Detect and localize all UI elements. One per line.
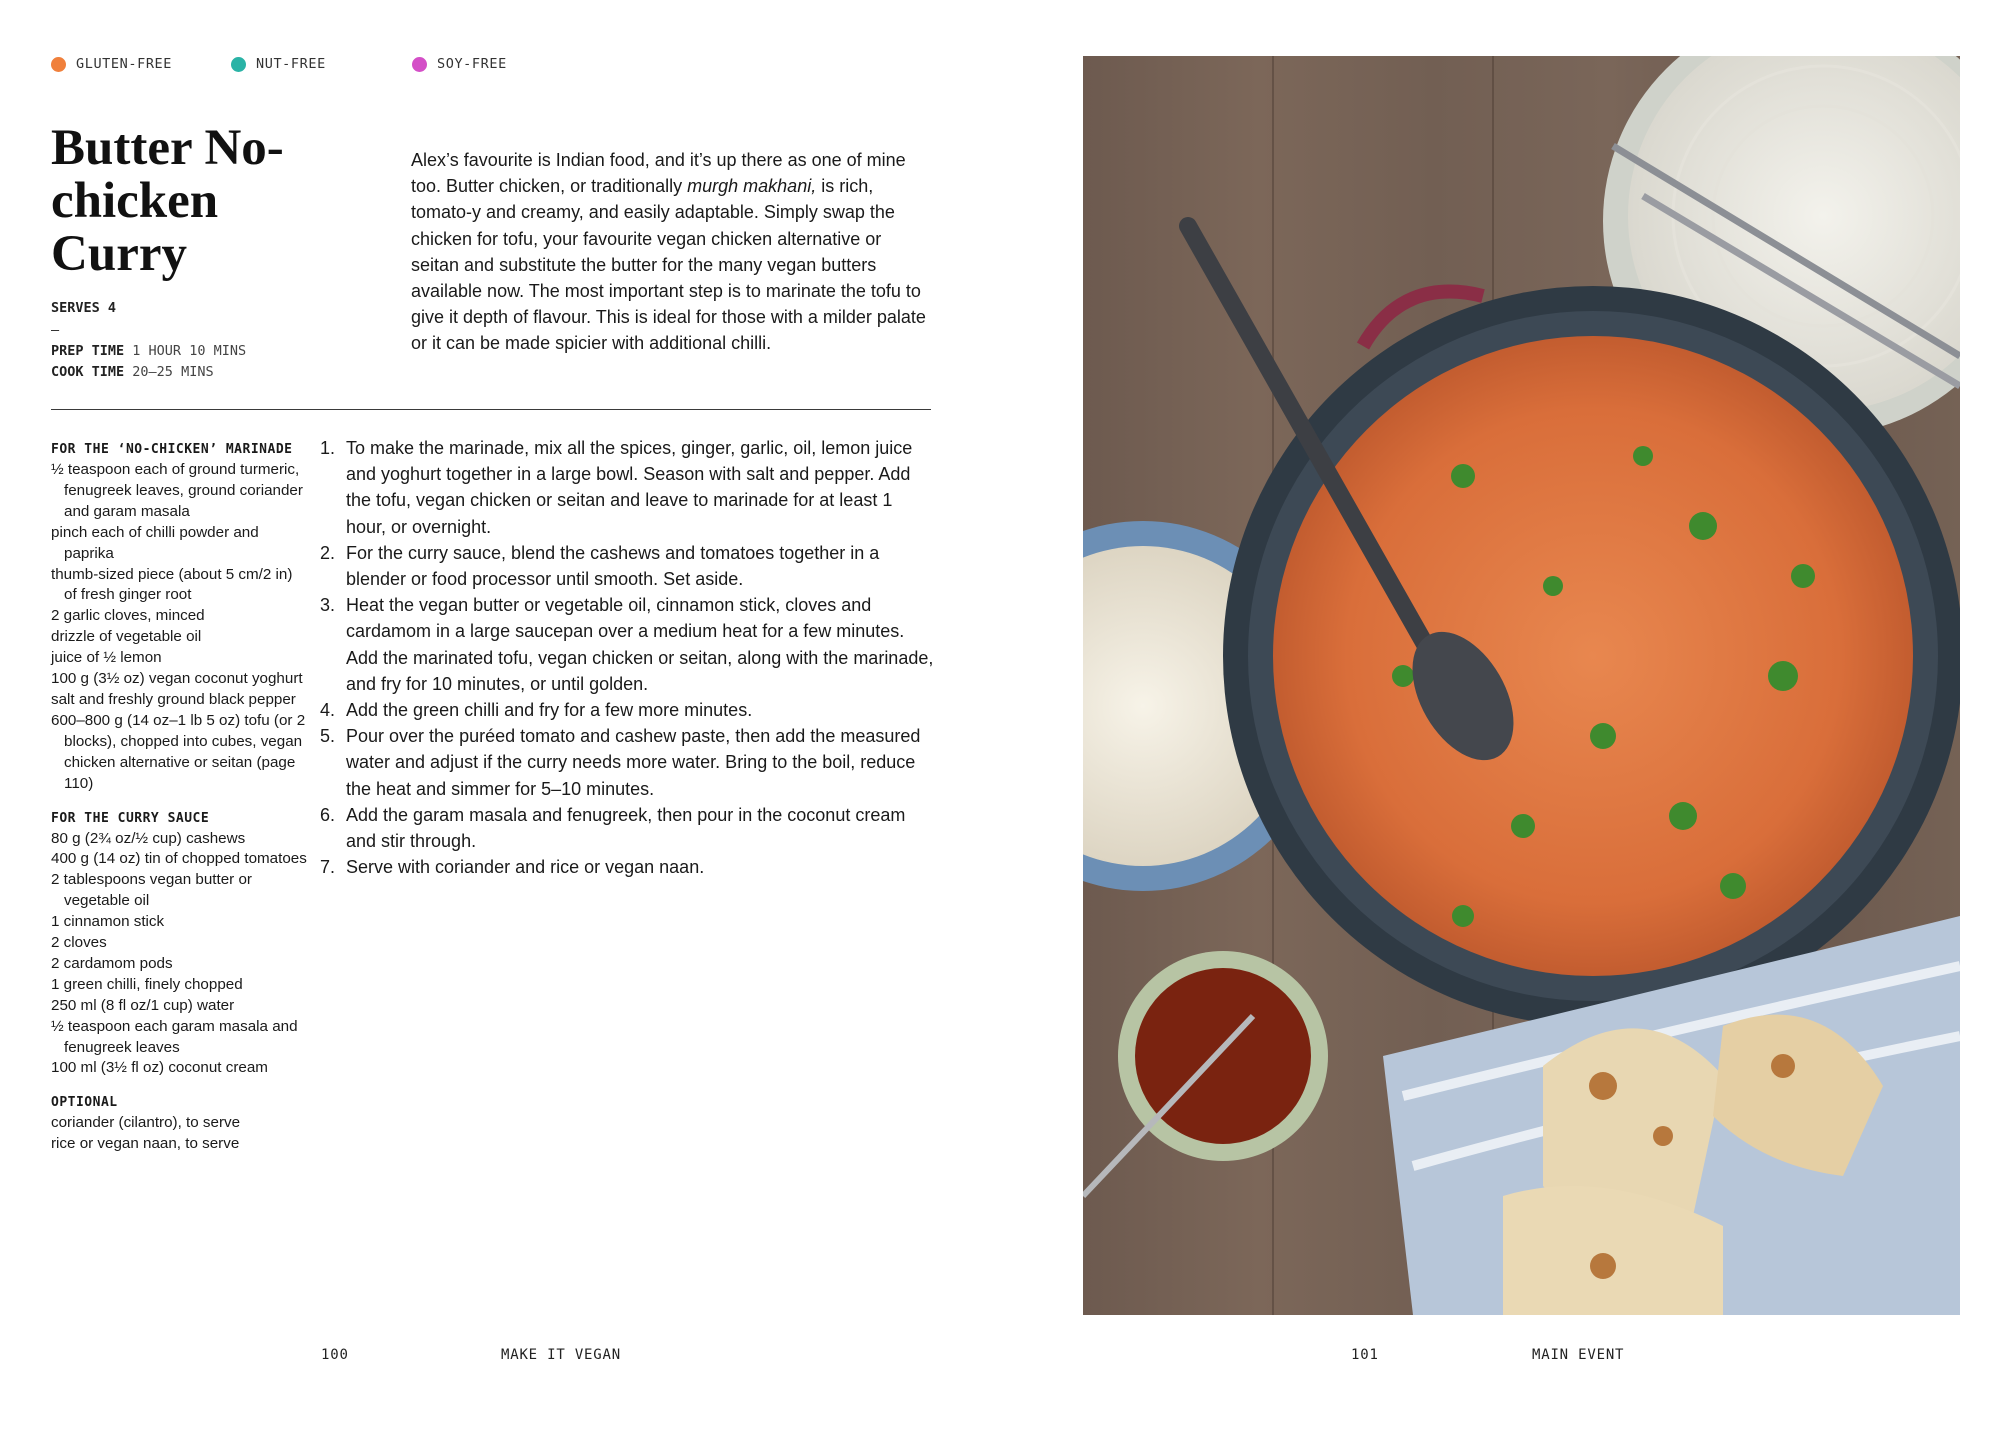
method-step — [320, 697, 935, 723]
step-text: For the curry sauce, blend the cashews and tomatoes together in a blender or food processor until smooth. Set aside. — [346, 542, 880, 590]
tag-label: GLUTEN-FREE — [76, 56, 173, 72]
sauce-ingredient: 400 g (14 oz) tin of chopped tomatoes — [51, 850, 307, 868]
page-number-right: 101 — [1351, 1347, 1379, 1363]
sauce-ingredient: 2 cardamom pods — [51, 954, 173, 972]
soy-free-dot-icon — [412, 57, 427, 72]
section-divider — [51, 409, 931, 410]
tag-label: SOY-FREE — [437, 56, 507, 72]
method-step — [320, 592, 935, 697]
sauce-ingredient: ½ teaspoon each garam masala and fenugreek leaves — [51, 1017, 298, 1056]
recipe-intro — [411, 147, 931, 357]
marinade-ingredient: drizzle of vegetable oil — [51, 628, 202, 646]
marinade-ingredient: salt and freshly ground black pepper — [51, 690, 296, 708]
food-photo — [1083, 56, 1960, 1315]
marinade-ingredient: thumb-sized piece (about 5 cm/2 in) of fresh ginger root — [51, 565, 293, 604]
optional-ingredient: coriander (cilantro), to serve — [51, 1114, 241, 1132]
meta-divider: – — [51, 322, 60, 338]
method-step — [320, 854, 935, 880]
intro-text: Alex’s favourite is Indian food, and it’s up there as one of mine too. Butter chicken, or traditionally — [411, 150, 906, 197]
step-number: 2. — [320, 542, 336, 563]
method-step — [320, 435, 935, 540]
nut-free-dot-icon — [231, 57, 246, 72]
step-number: 6. — [320, 804, 336, 825]
recipe-meta — [51, 298, 246, 383]
running-head-left: MAKE IT VEGAN — [501, 1347, 621, 1363]
step-number: 1. — [320, 438, 336, 458]
serves-value: 4 — [107, 300, 117, 316]
cook-label: COOK TIME — [51, 364, 125, 380]
step-number: 4. — [320, 700, 336, 721]
serves-row — [51, 298, 246, 319]
running-head-right: MAIN EVENT — [1532, 1347, 1625, 1363]
method-step — [320, 723, 935, 802]
ingredients-list — [51, 440, 309, 1155]
tag-nut-free — [231, 56, 326, 72]
cook-value: 20–25 MINS — [132, 364, 214, 380]
cook-row — [51, 362, 246, 383]
gluten-free-dot-icon — [51, 57, 66, 72]
sauce-ingredient: 80 g (2¾ oz/½ cup) cashews — [51, 829, 246, 847]
marinade-heading: FOR THE ‘NO-CHICKEN’ MARINADE — [51, 442, 293, 457]
method-step — [320, 540, 935, 592]
tag-gluten-free — [51, 56, 172, 72]
sauce-heading: FOR THE CURRY SAUCE — [51, 810, 210, 826]
method-steps — [320, 435, 935, 880]
optional-ingredient: rice or vegan naan, to serve — [51, 1135, 240, 1153]
sauce-ingredient: 100 ml (3½ fl oz) coconut cream — [51, 1059, 268, 1077]
marinade-ingredient: pinch each of chilli powder and paprika — [51, 523, 259, 562]
step-text: Add the garam masala and fenugreek, then pour in the coconut cream and stir through. — [346, 804, 906, 852]
step-text: Pour over the puréed tomato and cashew paste, then add the measured water and adjust if the curry needs more water. Bring to the boil, reduce the heat and simmer for 5–10 minutes. — [346, 726, 921, 799]
tag-soy-free — [412, 56, 507, 72]
marinade-ingredient: 2 garlic cloves, minced — [51, 607, 205, 625]
prep-row — [51, 341, 246, 362]
optional-heading: OPTIONAL — [51, 1095, 118, 1111]
prep-value: 1 HOUR 10 MINS — [132, 343, 247, 359]
tag-label: NUT-FREE — [256, 56, 326, 72]
recipe-title: Butter No-chicken Curry — [51, 120, 284, 282]
step-text: Heat the vegan butter or vegetable oil, cinnamon stick, cloves and cardamom in a large saucepan over a medium heat for a few minutes. Add the marinated tofu, vegan chicken or seitan, along with the marinade, and fry for 10 minutes, or until golden. — [346, 595, 934, 694]
step-text: To make the marinade, mix all the spices, ginger, garlic, oil, lemon juice and yoghurt together in a large bowl. Season with salt and pepper. Add the tofu, vegan chicken or seitan and leave to marinade for at least 1 hour, or overnight. — [346, 438, 913, 537]
sauce-ingredient: 250 ml (8 fl oz/1 cup) water — [51, 996, 235, 1014]
sauce-ingredient: 2 cloves — [51, 934, 107, 952]
prep-label: PREP TIME — [51, 343, 125, 359]
intro-italic: murgh makhani, — [687, 176, 817, 197]
marinade-ingredient: 600–800 g (14 oz–1 lb 5 oz) tofu (or 2 blocks), chopped into cubes, vegan chicken alternative or seitan (page 110) — [51, 711, 306, 792]
marinade-ingredient: ½ teaspoon each of ground turmeric, fenugreek leaves, ground coriander and garam masala — [51, 461, 303, 520]
step-text: Add the green chilli and fry for a few more minutes. — [346, 700, 753, 721]
marinade-ingredient: 100 g (3½ oz) vegan coconut yoghurt — [51, 670, 303, 688]
sauce-ingredient: 1 green chilli, finely chopped — [51, 975, 243, 993]
step-number: 5. — [320, 726, 336, 747]
curry-photo-image — [1083, 56, 1960, 1315]
step-text: Serve with coriander and rice or vegan naan. — [346, 857, 705, 878]
sauce-ingredient: 1 cinnamon stick — [51, 913, 165, 931]
intro-text: is rich, tomato-y and creamy, and easily adaptable. Simply swap the chicken for tofu, your favourite vegan chicken alternative or seitan and substitute the butter for the many vegan butters available now. The most important step is to marinate the tofu to give it depth of flavour. This is ideal for those with a milder palate or it can be made spicier with additional chilli. — [411, 176, 926, 354]
step-number: 3. — [320, 595, 336, 616]
step-number: 7. — [320, 857, 336, 878]
marinade-ingredient: juice of ½ lemon — [51, 649, 162, 667]
sauce-ingredient: 2 tablespoons vegan butter or vegetable oil — [51, 871, 252, 910]
serves-label: SERVES — [51, 300, 100, 316]
method-step — [320, 802, 935, 854]
page-number-left: 100 — [321, 1347, 349, 1363]
